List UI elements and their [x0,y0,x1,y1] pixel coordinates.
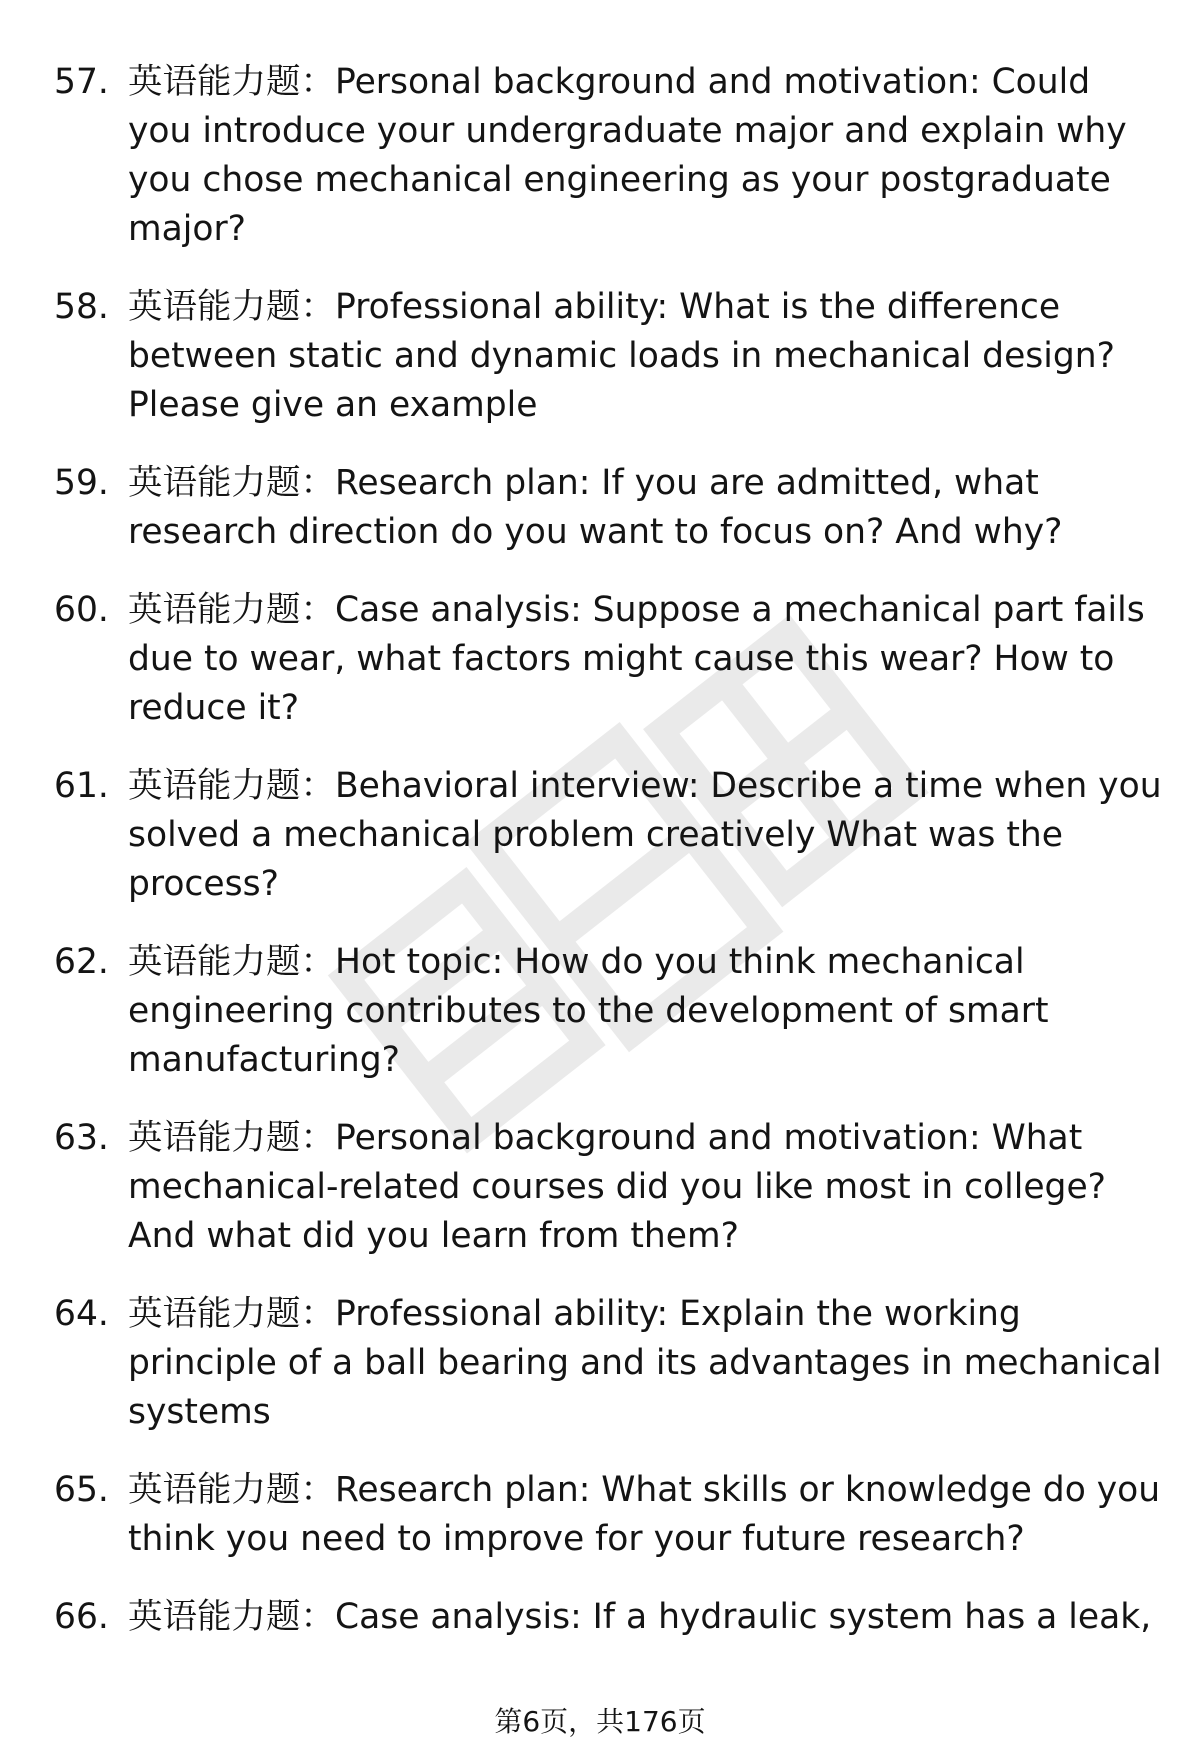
question-number: 66. [54,1597,109,1637]
question-number: 62. [54,942,109,982]
question-number: 65. [54,1470,109,1510]
question-number: 64. [54,1294,109,1334]
question-text: 英语能力题：Professional ability: Explain the working principle of a ball bearing and its advantages in mechanical systems [128,1294,1162,1432]
question-item [54,1466,1164,1564]
question-text: 英语能力题：Case analysis: If a hydraulic system has a leak, [128,1597,1152,1637]
question-list [54,58,1164,1671]
question-item [54,283,1164,430]
question-text: 英语能力题：Professional ability: What is the difference between static and dynamic loads in mechanical design? Please give an example [128,287,1115,425]
question-number: 59. [54,463,109,503]
question-item [54,938,1164,1085]
question-text: 英语能力题：Hot topic: How do you think mechanical engineering contributes to the development of smart manufacturing? [128,942,1049,1080]
question-number: 61. [54,766,109,806]
question-item [54,1593,1164,1642]
question-item [54,58,1164,254]
question-text: 英语能力题：Case analysis: Suppose a mechanical part fails due to wear, what factors might cause this wear? How to reduce it? [128,590,1145,728]
question-text: 英语能力题：Personal background and motivation: What mechanical-related courses did you like most in college? And what did you learn from them? [128,1118,1106,1256]
question-number: 57. [54,62,109,102]
question-item [54,586,1164,733]
question-number: 63. [54,1118,109,1158]
question-text: 英语能力题：Research plan: If you are admitted, what research direction do you want to focus on? And why? [128,463,1063,552]
question-number: 58. [54,287,109,327]
question-number: 60. [54,590,109,630]
question-item [54,459,1164,557]
question-text: 英语能力题：Personal background and motivation: Could you introduce your undergraduate major and explain why you chose mechanical engineering as your postgraduate major? [128,62,1127,249]
question-item [54,1290,1164,1437]
question-item [54,762,1164,909]
question-text: 英语能力题：Research plan: What skills or knowledge do you think you need to improve for your future research? [128,1470,1161,1559]
question-text: 英语能力题：Behavioral interview: Describe a time when you solved a mechanical problem creatively What was the process? [128,766,1162,904]
question-item [54,1114,1164,1261]
page-footer: 第6页，共176页 [494,1705,706,1738]
